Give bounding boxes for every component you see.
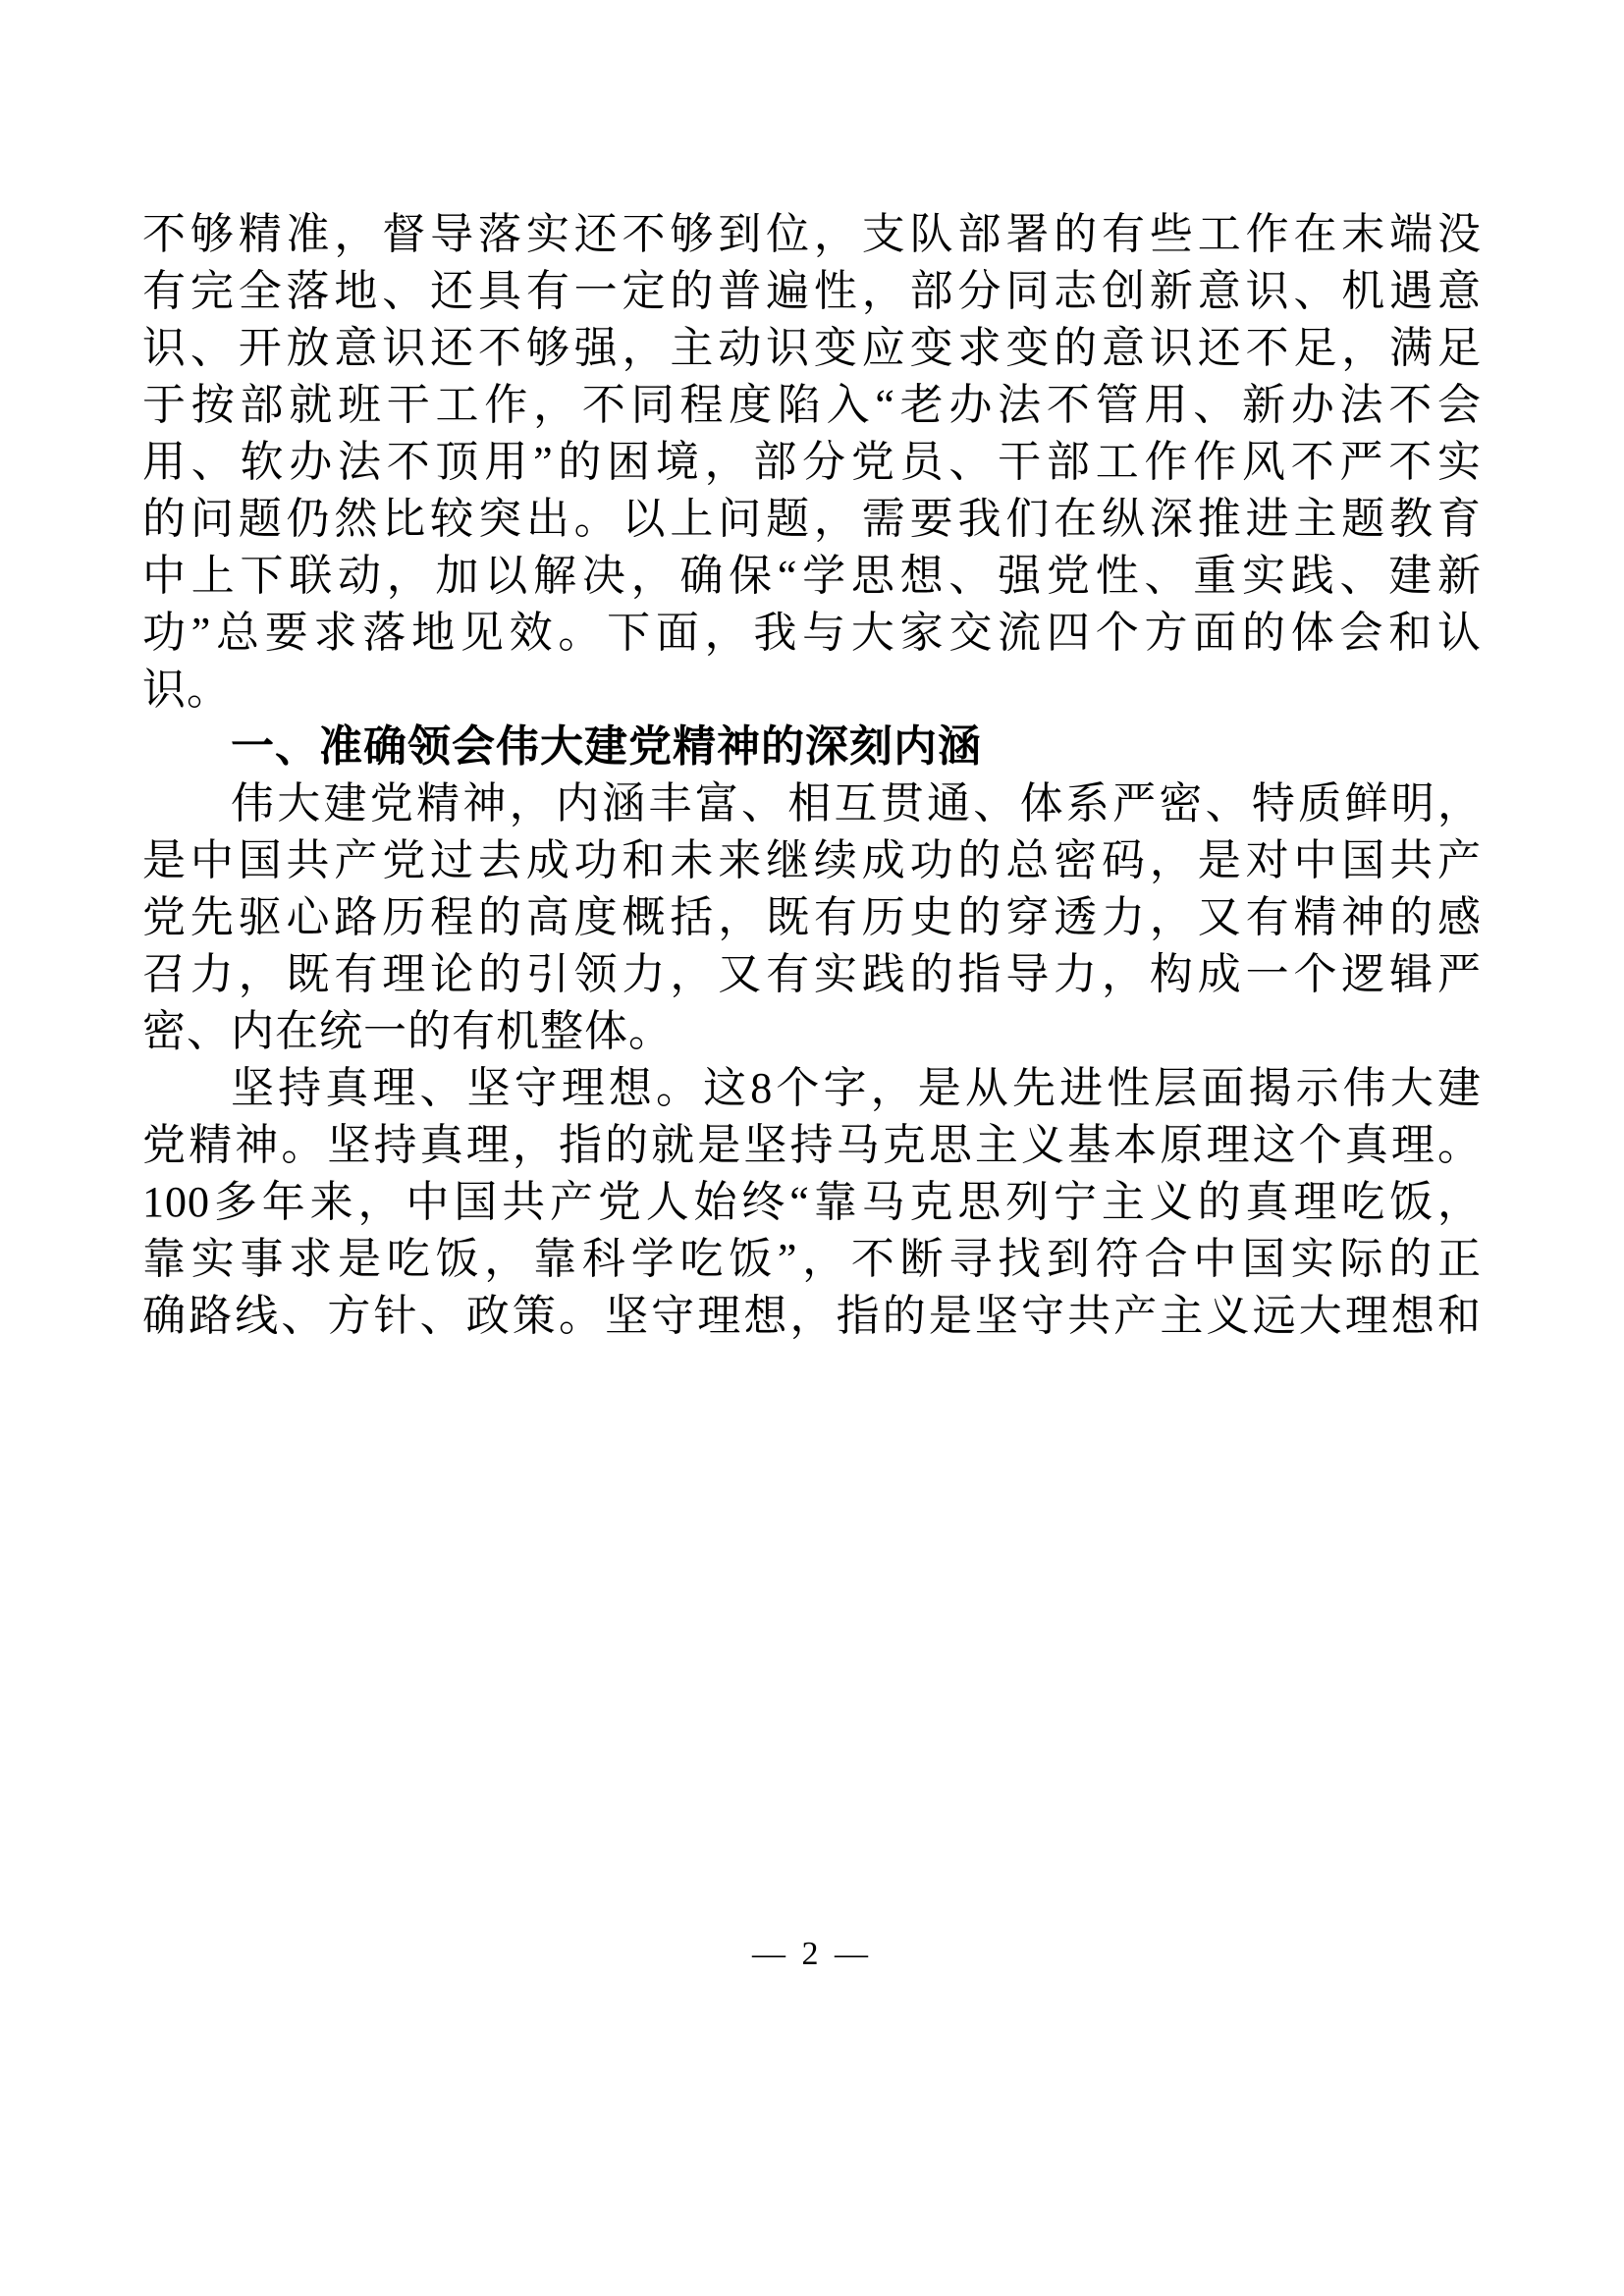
section-heading <box>142 719 1482 775</box>
document-text <box>142 206 1482 1345</box>
text-line: 识。 <box>142 666 231 714</box>
text-line: 的问题仍然比较突出。以上问题，需要我们在纵深推进主题教育 <box>142 495 1482 543</box>
text-line: 中上下联动，加以解决，确保“学思想、强党性、重实践、建新 <box>142 552 1482 600</box>
text-line: 一、准确领会伟大建党精神的深刻内涵 <box>231 722 982 771</box>
paragraph <box>142 206 1482 719</box>
text-line: 党精神。坚持真理，指的就是坚持马克思主义基本原理这个真理。 <box>142 1121 1482 1169</box>
text-line: 功”总要求落地见效。下面，我与大家交流四个方面的体会和认 <box>142 609 1482 657</box>
text-line: 召力，既有理论的引领力，又有实践的指导力，构成一个逻辑严 <box>142 950 1482 998</box>
text-line: 识、开放意识还不够强，主动识变应变求变的意识还不足，满足 <box>142 324 1482 372</box>
text-line: 用、软办法不顶用”的困境，部分党员、干部工作作风不严不实 <box>142 438 1482 486</box>
text-line: 于按部就班干工作，不同程度陷入“老办法不管用、新办法不会 <box>142 381 1482 429</box>
text-line: 确路线、方针、政策。坚守理想，指的是坚守共产主义远大理想和 <box>142 1292 1482 1340</box>
text-line: 党先驱心路历程的高度概括，既有历史的穿透力，又有精神的感 <box>142 893 1482 941</box>
text-line: 密、内在统一的有机整体。 <box>142 1007 673 1055</box>
text-line: 坚持真理、坚守理想。这8个字，是从先进性层面揭示伟大建 <box>231 1064 1482 1112</box>
text-line: 靠实事求是吃饭，靠科学吃饭”，不断寻找到符合中国实际的正 <box>142 1235 1482 1283</box>
text-line: 有完全落地、还具有一定的普遍性，部分同志创新意识、机遇意 <box>142 267 1482 315</box>
text-line: 是中国共产党过去成功和未来继续成功的总密码，是对中国共产 <box>142 836 1482 884</box>
text-line: 100多年来，中国共产党人始终“靠马克思列宁主义的真理吃饭， <box>142 1178 1482 1226</box>
paragraph <box>142 775 1482 1060</box>
text-line: 伟大建党精神，内涵丰富、相互贯通、体系严密、特质鲜明， <box>231 779 1482 828</box>
page-number: — 2 — <box>752 1936 872 1972</box>
paragraph <box>142 1060 1482 1345</box>
text-line: 不够精准，督导落实还不够到位，支队部署的有些工作在末端没 <box>142 210 1482 258</box>
